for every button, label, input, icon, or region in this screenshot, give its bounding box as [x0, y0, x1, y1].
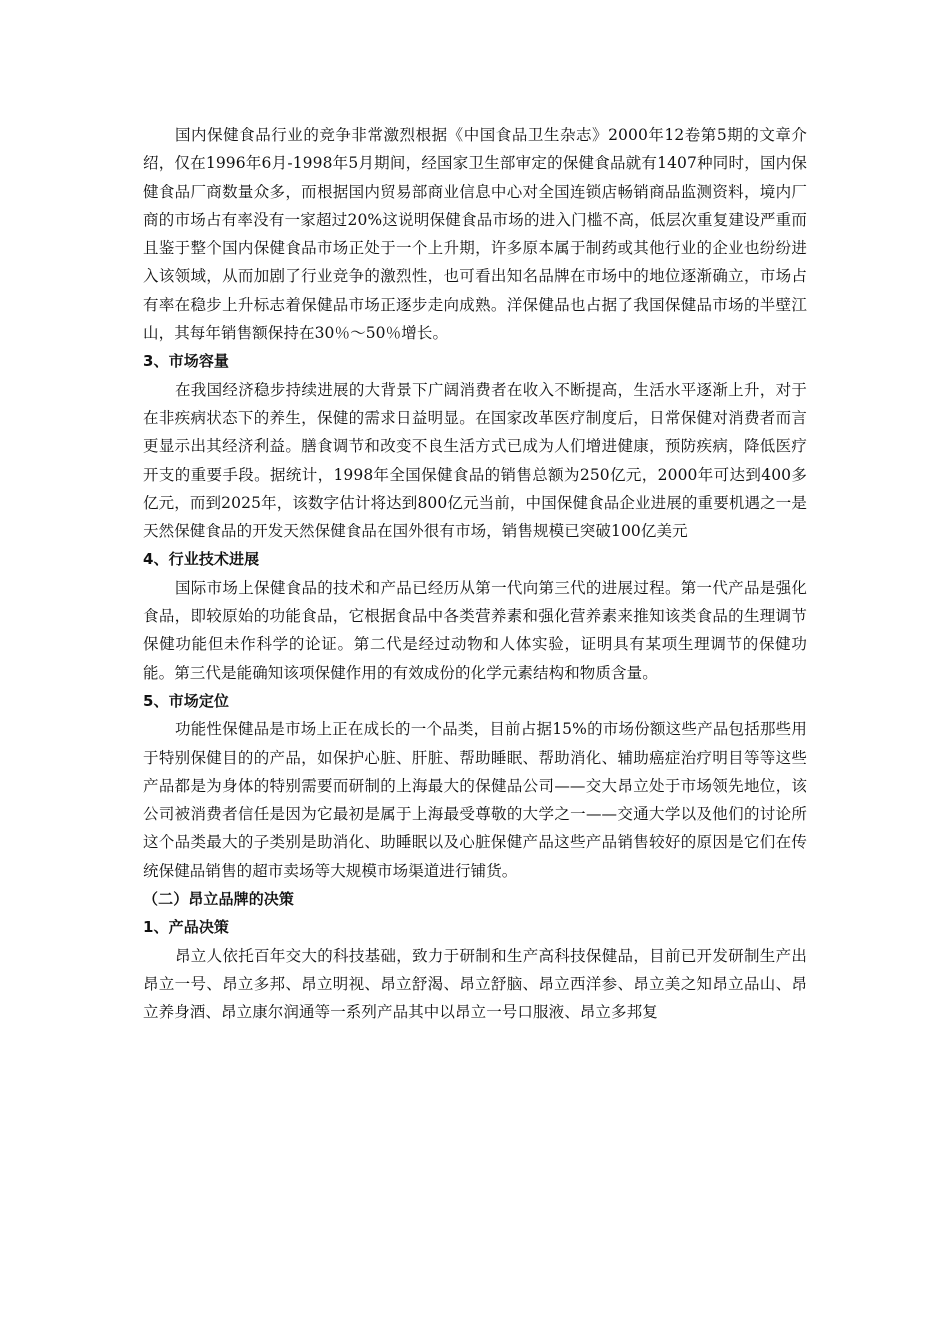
paragraph-market-capacity: 在我国经济稳步持续进展的大背景下广阔消费者在收入不断提高，生活水平逐渐上升，对于在非疾病状态下的养生，保健的需求日益明显。在国家改革医疗制度后，日常保健对消费者而言更显示出其经济利益。膳食调节和改变不良生活方式已成为人们增进健康，预防疾病，降低医疗开支的重要手段。据统计，1998年全国保健食品的销售总额为250亿元，2000年可达到400多亿元，而到2025年，该数字估计将达到800亿元当前，中国保健食品企业进展的重要机遇之一是天然保健食品的开发天然保健食品在国外很有市场，销售规模已突破100亿美元	[143, 380, 807, 541]
heading-market-positioning: 5、市场定位	[143, 691, 230, 710]
document-body	[143, 121, 807, 1027]
paragraph-market-positioning: 功能性保健品是市场上正在成长的一个品类，目前占据15%的市场份额这些产品包括那些用于特别保健目的的产品，如保护心脏、肝脏、帮助睡眠、帮助消化、辅助癌症治疗明目等等这些产品都是为身体的特别需要而研制的上海最大的保健品公司——交大昂立处于市场领先地位，该公司被消费者信任是因为它最初是属于上海最受尊敬的大学之一——交通大学以及他们的讨论所这个品类最大的子类别是助消化、助睡眠以及心脏保健产品这些产品销售较好的原因是它们在传统保健品销售的超市卖场等大规模市场渠道进行铺货。	[143, 720, 807, 880]
heading-product-decisions: 1、产品决策	[143, 918, 230, 937]
heading-industry-technology: 4、行业技术进展	[143, 550, 260, 569]
paragraph-competition: 国内保健食品行业的竞争非常激烈根据《中国食品卫生杂志》2000年12卷第5期的文章介绍，仅在1996年6月-1998年5月期间，经国家卫生部审定的保健食品就有1407种同时，国内保健食品厂商数量众多，而根据国内贸易部商业信息中心对全国连锁店畅销商品监测资料，境内厂商的市场占有率没有一家超过20%这说明保健食品市场的进入门槛不高，低层次重复建设严重而且鉴于整个国内保健食品市场正处于一个上升期，许多原本属于制药或其他行业的企业也纷纷进入该领域，从而加剧了行业竞争的激烈性，也可看出知名品牌在市场中的地位逐渐确立，市场占有率在稳步上升标志着保健品市场正逐步走向成熟。洋保健品也占据了我国保健品市场的半壁江山，其每年销售额保持在30％～50％增长。	[143, 126, 807, 343]
paragraph-industry-technology: 国际市场上保健食品的技术和产品已经历从第一代向第三代的进展过程。第一代产品是强化食品，即较原始的功能食品，它根据食品中各类营养素和强化营养素来推知该类食品的生理调节保健功能但未作科学的论证。第二代是经过动物和人体实验，证明具有某项生理调节的保健功能。第三代是能确知该项保健作用的有效成份的化学元素结构和物质含量。	[143, 578, 807, 682]
paragraph-product-decisions: 昂立人依托百年交大的科技基础，致力于研制和生产高科技保健品，目前已开发研制生产出昂立一号、昂立多邦、昂立明视、昂立舒渴、昂立舒脑、昂立西洋参、昂立美之知昂立品山、昂立养身酒、昂立康尔润通等一系列产品其中以昂立一号口服液、昂立多邦复	[143, 946, 807, 1022]
heading-brand-decisions: （二）昂立品牌的决策	[143, 890, 295, 909]
heading-market-capacity: 3、市场容量	[143, 352, 230, 371]
